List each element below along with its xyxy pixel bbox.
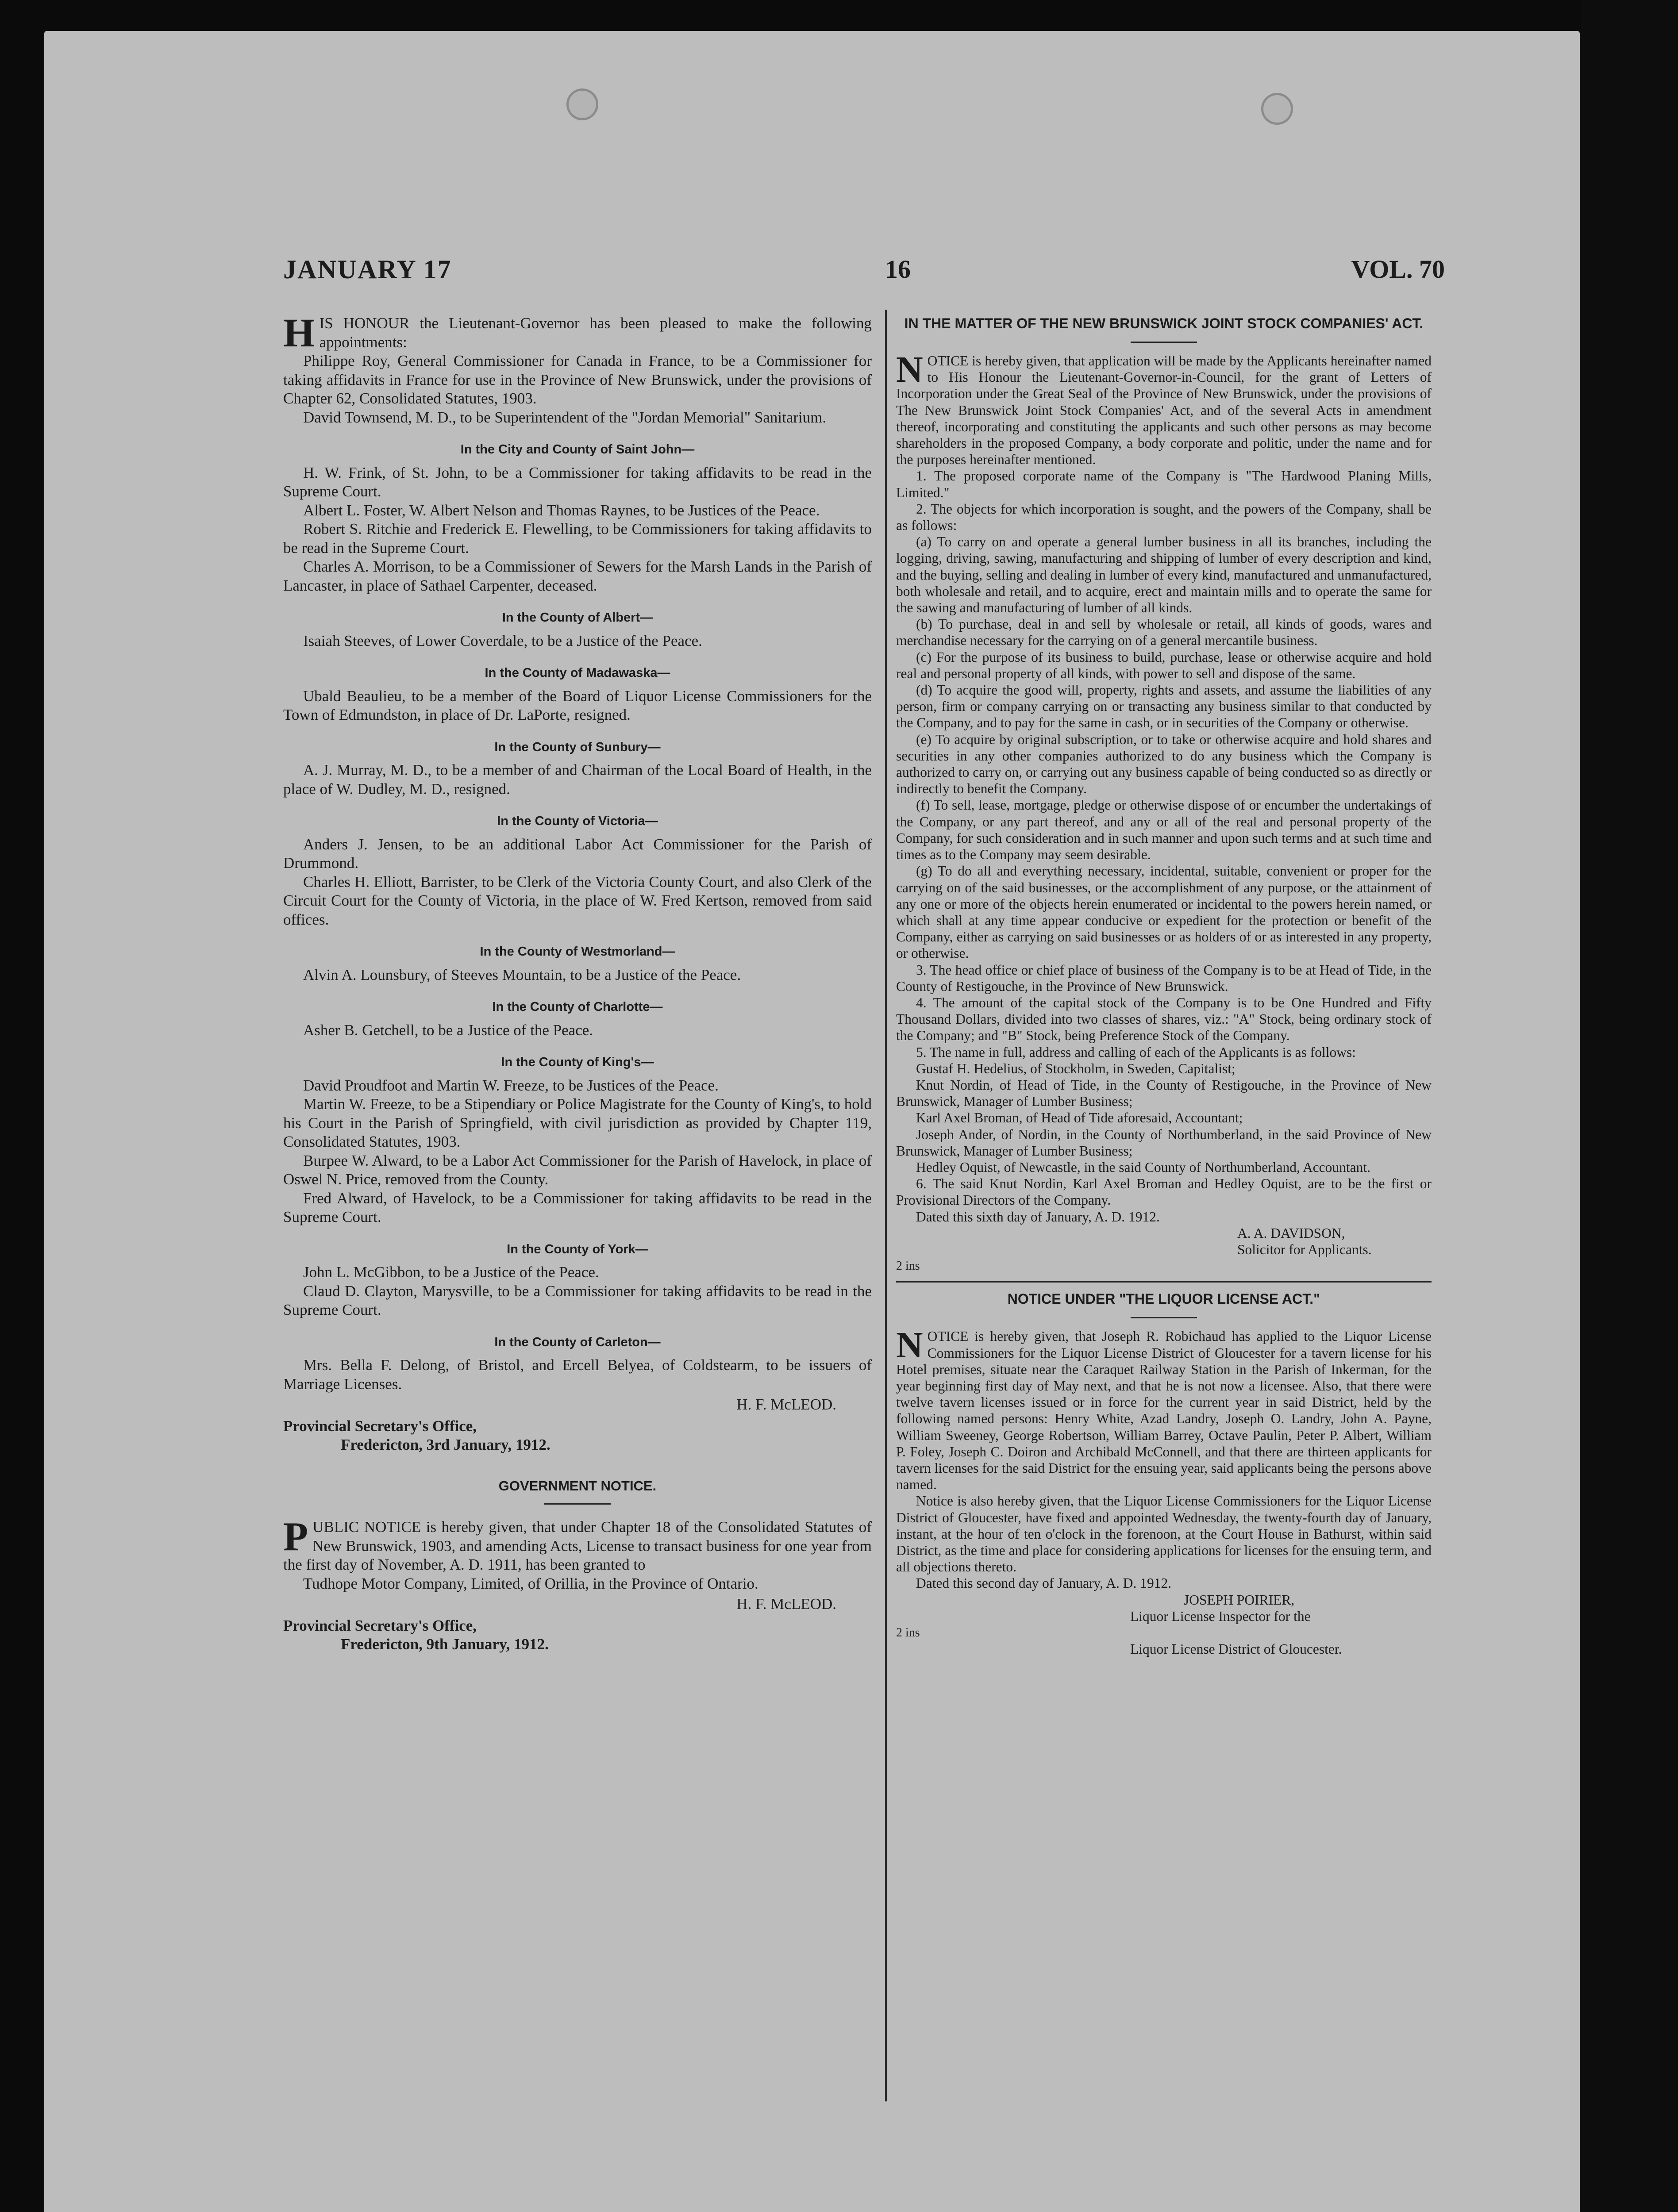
appointment-paragraph: H. W. Frink, of St. John, to be a Commissioner for taking affidavits to be read in the Supreme Court.	[283, 464, 872, 500]
divider	[896, 1281, 1432, 1283]
county-heading: In the County of Charlotte—	[492, 1000, 663, 1014]
appointment-paragraph: Charles H. Elliott, Barrister, to be Clerk of the Victoria County Court, and also Clerk of the Circuit Court for the County of Victoria, in the place of W. Fred Kertson, removed from said offices.	[283, 873, 872, 928]
appointments-intro: HIS HONOUR the Lieutenant-Governor has been pleased to make the following appointments:	[283, 310, 872, 355]
appointment-paragraph: Anders J. Jensen, to be an additional Labor Act Commissioner for the Parish of Drummond.	[283, 835, 872, 872]
appointment-paragraph: Philippe Roy, General Commissioner for Canada in France, to be a Commissioner for taking affidavits in France for use in the Province of New Brunswick, under the provisions of Chapter 62, Consolidated Statutes, 1903.	[283, 352, 872, 407]
signature: H. F. McLEOD.	[736, 1595, 836, 1613]
notice-item: 1. The proposed corporate name of the Company is "The Hardwood Planing Mills, Limited."	[896, 468, 1432, 500]
appointment-paragraph: Asher B. Getchell, to be a Justice of the Peace.	[303, 1021, 593, 1039]
drop-cap: N	[896, 349, 923, 390]
county-heading: In the County of Westmorland—	[480, 945, 675, 959]
county-heading: In the County of King's—	[501, 1055, 654, 1069]
office-line: Provincial Secretary's Office,	[283, 1617, 477, 1634]
signer-title: Solicitor for Applicants.	[1237, 1241, 1372, 1257]
notice-item: 4. The amount of the capital stock of the Company is to be One Hundred and Fifty Thousand Dollars, divided into two classes of shares, viz.: "A" Stock, being ordinary stock of the Company; and "B" Stock, being Preference Stock of the Company.	[896, 995, 1432, 1044]
liquor-notice-body: NOTICE is hereby given, that Joseph R. Robichaud has applied to the Liquor License Commissioners for the Liquor License District of Gloucester for a tavern license for his Hotel premises, situate near the Caraquet Railway Station in the Parish of Inkerman, for the year beginning first day of May next, and that he is not now a licensee. Also, that there were twelve tavern licenses issued or in force for the current year in said District, held by the following named persons: Henry White, Azad Landry, Joseph O. Landry, John A. Payne, William Sweeney, George Robertson, William Barrey, Octave Paulin, Peter P. Albert, William P. Foley, Joseph C. Doiron and Archibald McConnell, and that there are thirteen applicants for tavern licenses for the said District for the ensuing year, said applicants being the persons above named.	[896, 1325, 1432, 1493]
applicant: Hedley Oquist, of Newcastle, in the said County of Northumberland, Accountant.	[916, 1159, 1371, 1175]
applicant: Knut Nordin, of Head of Tide, in the County of Restigouche, in the Province of New Brunswick, Manager of Lumber Business;	[896, 1077, 1432, 1110]
left-column	[283, 310, 872, 1654]
section-title: IN THE MATTER OF THE NEW BRUNSWICK JOINT STOCK COMPANIES' ACT.	[904, 315, 1424, 331]
appointment-paragraph: Martin W. Freeze, to be a Stipendiary or Police Magistrate for the County of King's, to hold his Court in the Parish of Springfield, with civil jurisdiction as provided by Chapter 119, Consolidated Statutes, 1903.	[283, 1095, 872, 1150]
county-heading: In the County of Albert—	[502, 611, 653, 625]
notice-item: 3. The head office or chief place of business of the Company is to be at Head of Tide, in the County of Restigouche, in the Province of New Brunswick.	[896, 962, 1432, 994]
insertion-count: 2 ins	[896, 1259, 920, 1273]
notice-item: (g) To do all and everything necessary, incidental, suitable, convenient or proper for the carrying on of the said businesses, or the accomplishment of any purpose, or the attainment of any one or more of the objects herein enumerated or incidental to the powers herein named, or which shall at any time appear conducive or expedient for the protection or benefit of the Company, either as carrying on said businesses or as holders of or as interested in any property, or otherwise.	[896, 863, 1432, 961]
appointment-paragraph: Isaiah Steeves, of Lower Coverdale, to be a Justice of the Peace.	[303, 632, 702, 649]
appointment-paragraph: Claud D. Clayton, Marysville, to be a Commissioner for taking affidavits to be read in the Supreme Court.	[283, 1282, 872, 1318]
applicant: Gustaf H. Hedelius, of Stockholm, in Sweden, Capitalist;	[916, 1060, 1235, 1076]
signer-name: JOSEPH POIRIER,	[1184, 1592, 1295, 1608]
office-place: Fredericton, 3rd January, 1912.	[341, 1436, 550, 1453]
notice-item: (c) For the purpose of its business to build, purchase, lease or otherwise acquire and hold real and personal property of all kinds, with power to sell and dispose of the same.	[896, 649, 1432, 681]
appointment-paragraph: John L. McGibbon, to be a Justice of the Peace.	[303, 1263, 599, 1281]
dated-line: Dated this sixth day of January, A. D. 1912.	[916, 1209, 1160, 1225]
signer-name: A. A. DAVIDSON,	[1237, 1225, 1345, 1241]
header-date: JANUARY 17	[283, 255, 452, 284]
applicant: Joseph Ander, of Nordin, in the County of Northumberland, in the said Province of New Brunswick, Manager of Lumber Business;	[896, 1126, 1432, 1159]
government-notice-body: PUBLIC NOTICE is hereby given, that under Chapter 18 of the Consolidated Statutes of New Brunswick, 1903, and amending Acts, License to transact business for one year from the first day of November, A. D. 1911, has been granted to	[283, 1514, 872, 1573]
section-title: NOTICE UNDER "THE LIQUOR LICENSE ACT."	[1007, 1291, 1320, 1307]
scan-border	[1581, 0, 1678, 2212]
liquor-notice-paragraph: Notice is also hereby given, that the Liquor License Commissioners for the Liquor License District of Gloucester, have fixed and appointed Wednesday, the twenty-fourth day of January, instant, at the hour of ten o'clock in the forenoon, at the Court House in Bathurst, within said District, as the time and place for considering applications for licenses for the ensuing term, and all objections thereto.	[896, 1493, 1432, 1575]
page-number: 16	[885, 255, 911, 284]
divider	[1131, 1317, 1197, 1318]
county-heading: In the County of Madawaska—	[485, 666, 670, 680]
notice-item: (a) To carry on and operate a general lumber business in all its branches, including the logging, driving, sawing, manufacturing and shipping of lumber of every description and kind, and the buying, selling and dealing in lumber of every kind, manufactured and unmanufactured, both wholesale and retail, and to acquire, erect and maintain mills and to operate the same for the sawing and manufacturing of lumber of all kinds.	[896, 534, 1432, 616]
notice-item: 5. The name in full, address and calling of each of the Applicants is as follows:	[916, 1044, 1356, 1060]
divider	[1131, 342, 1197, 343]
appointment-paragraph: Albert L. Foster, W. Albert Nelson and Thomas Raynes, to be Justices of the Peace.	[303, 501, 820, 519]
appointment-paragraph: A. J. Murray, M. D., to be a member of and Chairman of the Local Board of Health, in the place of W. Dudley, M. D., resigned.	[283, 761, 872, 798]
volume-number: VOL. 70	[1351, 255, 1445, 284]
page-header	[283, 237, 1445, 294]
notice-item: (d) To acquire the good will, property, rights and assets, and assume the liabilities of any person, firm or company carrying on or transacting any business similar to that conducted by the Company, and to pay for the same in cash, or in securities of the Company or otherwise.	[896, 682, 1432, 731]
notice-item: 6. The said Knut Nordin, Karl Axel Broman and Hedley Oquist, are to be the first or Provisional Directors of the Company.	[896, 1176, 1432, 1208]
notice-item: (e) To acquire by original subscription, or to take or otherwise acquire and hold shares and securities in any other companies authorized to do any business which the Company is authorized to carry on, or carrying out any business capable of being conducted so as directly or indirectly to benefit the Company.	[896, 731, 1432, 797]
insertion-count: 2 ins	[896, 1626, 920, 1640]
binding-hole	[566, 88, 598, 120]
appointment-paragraph: Charles A. Morrison, to be a Commissioner of Sewers for the Marsh Lands in the Parish of Lancaster, in place of Sathael Carpenter, deceased.	[283, 558, 872, 594]
notice-intro: NOTICE is hereby given, that application will be made by the Applicants hereinafter named to His Honour the Lieutenant-Governor-in-Council, for the grant of Letters of Incorporation under the Great Seal of the Province of New Brunswick, under the provisions of The New Brunswick Joint Stock Companies' Act, and of the several Acts in amendment thereof, incorporating and constituting the applicants and such other persons as may become shareholders in the proposed Company, a body corporate and politic, under the name and for the purposes hereinafter mentioned.	[896, 349, 1432, 468]
appointment-paragraph: David Proudfoot and Martin W. Freeze, to be Justices of the Peace.	[303, 1076, 719, 1094]
drop-cap: H	[283, 310, 315, 355]
appointment-paragraph: Burpee W. Alward, to be a Labor Act Commissioner for the Parish of Havelock, in place of Oswel N. Price, removed from the County.	[283, 1152, 872, 1188]
signer-title: Liquor License District of Gloucester.	[1130, 1641, 1342, 1657]
dated-line: Dated this second day of January, A. D. 1912.	[916, 1575, 1172, 1591]
county-heading: In the County of Carleton—	[494, 1335, 661, 1349]
notice-item: 2. The objects for which incorporation is sought, and the powers of the Company, shall be as follows:	[896, 501, 1432, 534]
binding-hole	[1261, 93, 1293, 125]
column-divider	[885, 310, 887, 2101]
applicant: Karl Axel Broman, of Head of Tide aforesaid, Accountant;	[916, 1110, 1243, 1126]
notice-item: (b) To purchase, deal in and sell by wholesale or retail, all kinds of goods, wares and merchandise necessary for the carrying on of a general mercantile business.	[896, 616, 1432, 649]
divider	[544, 1503, 611, 1505]
notice-item: (f) To sell, lease, mortgage, pledge or otherwise dispose of or encumber the undertakings of the Company, or any part thereof, and any or all of the real and personal property of the Company, for such consideration and in such manner and upon such terms and at such time and times as to the Company may seem desirable.	[896, 797, 1432, 863]
section-title: GOVERNMENT NOTICE.	[498, 1478, 657, 1494]
appointment-paragraph: Robert S. Ritchie and Frederick E. Flewelling, to be Commissioners for taking affidavits to be read in the Supreme Court.	[283, 520, 872, 557]
grantee: Tudhope Motor Company, Limited, of Orillia, in the Province of Ontario.	[303, 1575, 758, 1592]
signature: H. F. McLEOD.	[736, 1396, 836, 1413]
county-heading: In the County of Sunbury—	[494, 740, 661, 754]
office-line: Provincial Secretary's Office,	[283, 1417, 477, 1435]
right-column	[896, 314, 1432, 1657]
appointment-paragraph: Mrs. Bella F. Delong, of Bristol, and Ercell Belyea, of Coldstearm, to be issuers of Marriage Licenses.	[283, 1356, 872, 1393]
drop-cap: N	[896, 1325, 923, 1366]
signer-title: Liquor License Inspector for the	[1130, 1608, 1311, 1624]
drop-cap: P	[283, 1514, 308, 1559]
appointment-paragraph: David Townsend, M. D., to be Superintendent of the "Jordan Memorial" Sanitarium.	[303, 408, 827, 426]
office-place: Fredericton, 9th January, 1912.	[341, 1636, 549, 1653]
appointment-paragraph: Alvin A. Lounsbury, of Steeves Mountain, to be a Justice of the Peace.	[303, 966, 741, 983]
county-heading: In the County of Victoria—	[497, 814, 658, 828]
county-heading: In the City and County of Saint John—	[460, 442, 695, 457]
appointment-paragraph: Ubald Beaulieu, to be a member of the Board of Liquor License Commissioners for the Town of Edmundston, in place of Dr. LaPorte, resigned.	[283, 687, 872, 723]
appointment-paragraph: Fred Alward, of Havelock, to be a Commissioner for taking affidavits to be read in the Supreme Court.	[283, 1189, 872, 1225]
county-heading: In the County of York—	[507, 1242, 648, 1256]
